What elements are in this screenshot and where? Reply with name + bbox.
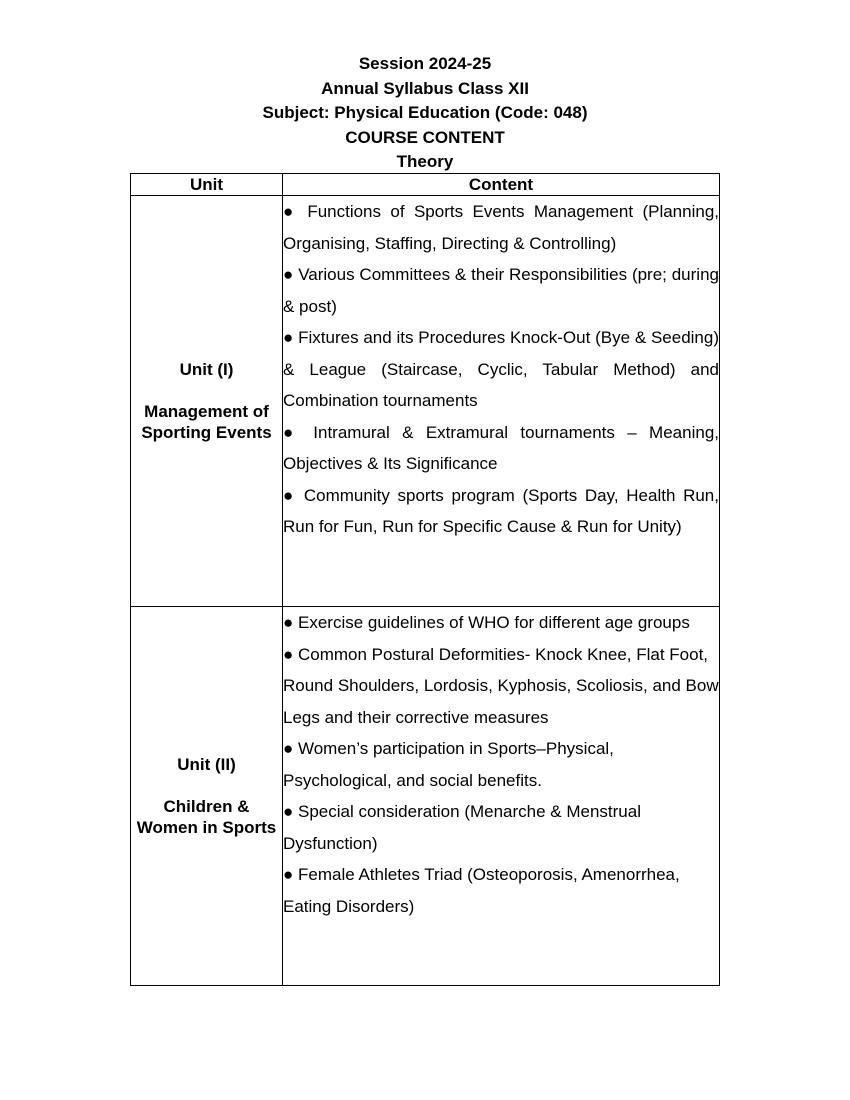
column-header-unit: Unit bbox=[131, 174, 283, 196]
content-cell bbox=[283, 196, 720, 607]
unit-name: Children & Women in Sports bbox=[136, 797, 277, 837]
section-title: Theory bbox=[396, 152, 454, 171]
column-header-content: Content bbox=[283, 174, 720, 196]
content-item: ● Exercise guidelines of WHO for different age groups bbox=[283, 613, 690, 632]
content-item: ● Fixtures and its Procedures Knock-Out (Bye & Seeding) & League (Staircase, Cyclic, Tabular Method) and Combination tournaments bbox=[283, 328, 719, 410]
course-content-title: COURSE CONTENT bbox=[345, 127, 505, 147]
subject-title: Subject: Physical Education (Code: 048) bbox=[262, 103, 588, 122]
content-item: ● Female Athletes Triad (Osteoporosis, Amenorrhea, Eating Disorders) bbox=[283, 865, 680, 916]
unit-cell bbox=[131, 196, 283, 607]
table-row bbox=[131, 607, 720, 986]
unit-cell bbox=[131, 607, 283, 986]
unit-name: Management of Sporting Events bbox=[141, 402, 272, 442]
content-item: ● Special consideration (Menarche & Menstrual Dysfunction) bbox=[283, 802, 641, 853]
syllabus-title: Annual Syllabus Class XII bbox=[321, 78, 529, 98]
content-item: ● Functions of Sports Events Management (Planning, Organising, Staffing, Directing & Controlling) bbox=[283, 202, 719, 253]
table-header-row bbox=[131, 174, 720, 196]
content-item: ● Intramural & Extramural tournaments – Meaning, Objectives & Its Significance bbox=[283, 422, 719, 473]
unit-code: Unit (II) bbox=[177, 755, 236, 774]
session-title: Session 2024-25 bbox=[358, 54, 492, 73]
content-item: ● Various Committees & their Responsibilities (pre; during & post) bbox=[283, 265, 719, 316]
content-item: ● Community sports program (Sports Day, Health Run, Run for Fun, Run for Specific Cause & Run for Unity) bbox=[283, 485, 719, 536]
content-cell bbox=[283, 607, 720, 986]
unit-code: Unit (I) bbox=[179, 360, 234, 379]
document-header bbox=[0, 52, 850, 175]
syllabus-table bbox=[130, 173, 720, 986]
content-item: ● Common Postural Deformities- Knock Knee, Flat Foot, Round Shoulders, Lordosis, Kyphosis, Scoliosis, and Bow Legs and their corrective measures bbox=[283, 644, 719, 727]
table-row bbox=[131, 196, 720, 607]
content-item: ● Women’s participation in Sports–Physical, Psychological, and social benefits. bbox=[283, 739, 614, 790]
